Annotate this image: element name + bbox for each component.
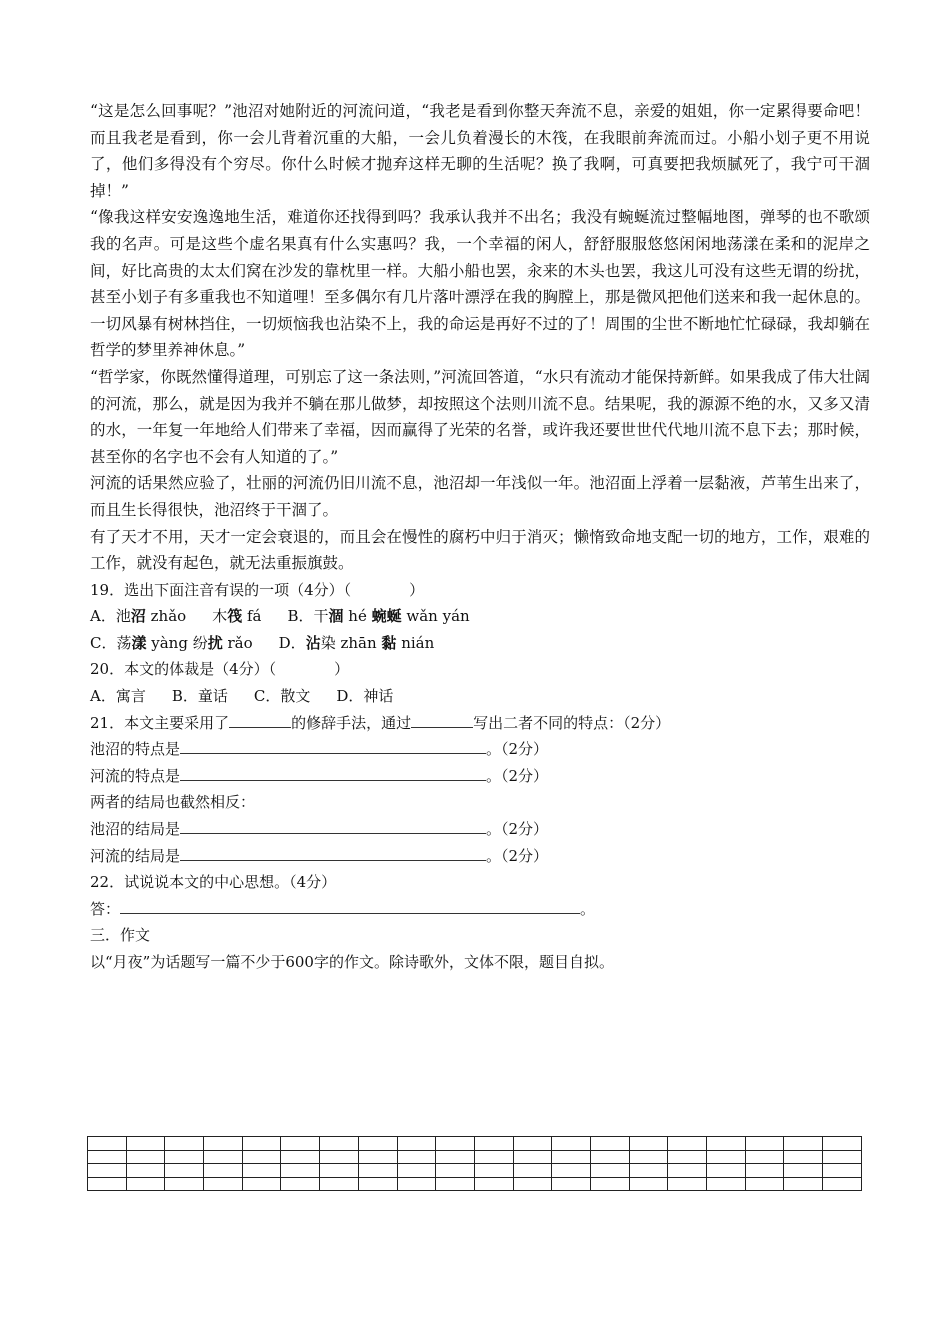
grid-cell[interactable] — [707, 1150, 746, 1164]
grid-cell[interactable] — [668, 1150, 707, 1164]
q19-opt-b-pinyin1: hé — [343, 607, 372, 626]
q21-river-trait-blank[interactable] — [180, 766, 486, 781]
q19-opt-d-char2: 黏 — [381, 633, 397, 652]
q20-options — [90, 683, 870, 710]
passage-paragraph-4: 河流的话果然应验了，壮丽的河流仍旧川流不息，池沼却一年浅似一年。池沼面上浮着一层黏液，芦苇生出来了，而且生长得很快，池沼终于干涸了。 — [90, 474, 870, 519]
grid-cell[interactable] — [204, 1137, 243, 1151]
question-21 — [90, 710, 870, 737]
grid-cell[interactable] — [281, 1164, 320, 1178]
grid-cell[interactable] — [320, 1150, 359, 1164]
grid-cell[interactable] — [513, 1150, 552, 1164]
grid-cell[interactable] — [436, 1137, 475, 1151]
q19-opt-b-char2: 蜿蜒 — [371, 607, 402, 626]
grid-cell[interactable] — [629, 1137, 668, 1151]
grid-cell[interactable] — [88, 1150, 127, 1164]
grid-cell[interactable] — [126, 1177, 165, 1191]
q19-opt-d-pinyin2: nián — [396, 633, 435, 652]
q19-opt-b-prefix: B．干 — [287, 607, 329, 626]
q19-opt-d-prefix: D． — [278, 633, 306, 652]
q19-opt-a-pinyin2: fá — [242, 607, 262, 626]
passage-paragraph-2: “像我这样安安逸逸地生活，难道你还找得到吗？我承认我并不出名；我没有蜿蜒流过整幅地图，弹琴的也不歌颂我的名声。可是这些个虚名果真有什么实惠吗？我，一个幸福的闲人，舒舒服服悠悠闲闲地荡漾在柔和的泥岸之间，好比高贵的太太们窝在沙发的靠枕里一样。大船小船也罢，汆来的木头也罢，我这儿可没有这些无谓的纷扰，甚至小划子有多重我也不知道哩！至多偶尔有几片落叶漂浮在我的胸膛上，那是微风把他们送来和我一起休息的。一切风暴有树林挡住，一切烦恼我也沾染不上，我的命运是再好不过的了！周围的尘世不断地忙忙碌碌，我却躺在哲学的梦里养神休息。” — [90, 208, 870, 360]
q21-pond-trait-suffix: 。（2分） — [486, 740, 549, 759]
grid-row — [88, 1150, 862, 1164]
q19-options-cd — [90, 630, 870, 657]
grid-cell[interactable] — [745, 1137, 784, 1151]
grid-cell[interactable] — [745, 1164, 784, 1178]
grid-cell[interactable] — [745, 1150, 784, 1164]
grid-cell[interactable] — [474, 1150, 513, 1164]
q21-pond-end-suffix: 。（2分） — [486, 820, 549, 839]
q21-river-end-blank[interactable] — [180, 846, 486, 861]
q19-options-ab — [90, 603, 870, 630]
grid-cell[interactable] — [165, 1150, 204, 1164]
grid-cell[interactable] — [552, 1137, 591, 1151]
grid-cell[interactable] — [668, 1177, 707, 1191]
q21-stem-c: 写出二者不同的特点：（2分） — [473, 713, 671, 732]
grid-cell[interactable] — [745, 1177, 784, 1191]
q20-option-d: D．神话 — [336, 687, 394, 706]
section-3-heading: 三．作文 — [90, 926, 151, 945]
grid-cell[interactable] — [707, 1137, 746, 1151]
grid-cell[interactable] — [513, 1164, 552, 1178]
q21-blank-rhetoric[interactable] — [229, 713, 291, 728]
q21-pond-trait-blank[interactable] — [180, 739, 486, 754]
grid-cell[interactable] — [242, 1177, 281, 1191]
question-22: 22．试说说本文的中心思想。（4分） — [90, 873, 337, 892]
grid-cell[interactable] — [668, 1164, 707, 1178]
q20-option-a: A．寓言 — [90, 687, 146, 706]
grid-cell[interactable] — [204, 1164, 243, 1178]
grid-cell[interactable] — [552, 1164, 591, 1178]
q19-opt-b-char1: 涸 — [328, 607, 344, 626]
q21-contrast: 两者的结局也截然相反： — [90, 793, 256, 812]
grid-cell[interactable] — [590, 1150, 629, 1164]
q19-opt-a-pinyin1: zhǎo — [145, 607, 187, 626]
grid-cell[interactable] — [165, 1177, 204, 1191]
grid-cell[interactable] — [784, 1137, 823, 1151]
q19-opt-b-pinyin2: wǎn yán — [401, 607, 470, 626]
q22-answer — [90, 896, 870, 923]
grid-cell[interactable] — [242, 1137, 281, 1151]
question-19 — [90, 577, 870, 604]
q19-opt-c-char1: 漾 — [131, 633, 147, 652]
grid-cell[interactable] — [165, 1164, 204, 1178]
grid-cell[interactable] — [281, 1177, 320, 1191]
passage-paragraph-3: “哲学家，你既然懂得道理，可别忘了这一条法则，”河流回答道，“水只有流动才能保持新鲜。如果我成了伟大壮阔的河流，那么，就是因为我并不躺在那儿做梦，却按照这个法则川流不息。结果呢，我的源源不绝的水，又多又清的水，一年复一年地给人们带来了幸福，因而赢得了光荣的名誉，或许我还要世世代代地川流不息下去；那时候，甚至你的名字也不会有人知道的了。” — [90, 367, 870, 466]
grid-cell[interactable] — [552, 1150, 591, 1164]
q21-pond-trait — [90, 736, 870, 763]
q22-answer-label: 答： — [90, 899, 121, 918]
composition-prompt: 以“月夜”为话题写一篇不少于600字的作文。除诗歌外，文体不限，题目自拟。 — [90, 953, 614, 971]
grid-cell[interactable] — [823, 1177, 862, 1191]
q19-opt-d-char1: 沾 — [305, 633, 321, 652]
grid-cell[interactable] — [126, 1137, 165, 1151]
grid-cell[interactable] — [358, 1177, 397, 1191]
grid-cell[interactable] — [707, 1164, 746, 1178]
q21-blank-method[interactable] — [411, 713, 473, 728]
grid-cell[interactable] — [281, 1150, 320, 1164]
grid-cell[interactable] — [668, 1137, 707, 1151]
grid-cell[interactable] — [823, 1137, 862, 1151]
grid-row — [88, 1164, 862, 1178]
grid-cell[interactable] — [126, 1164, 165, 1178]
q19-opt-c-pinyin1: yàng 纷 — [146, 633, 208, 652]
q19-opt-c-pinyin2: rǎo — [222, 633, 253, 652]
q19-opt-a-prefix: A．池 — [90, 607, 131, 626]
q21-pond-end — [90, 816, 870, 843]
grid-cell[interactable] — [707, 1177, 746, 1191]
grid-cell[interactable] — [474, 1177, 513, 1191]
grid-cell[interactable] — [397, 1137, 436, 1151]
q21-pond-trait-label: 池沼的特点是 — [90, 740, 181, 759]
grid-cell[interactable] — [397, 1150, 436, 1164]
q19-opt-a-text2: 木 — [212, 607, 228, 626]
q21-pond-end-blank[interactable] — [180, 819, 486, 834]
grid-cell[interactable] — [513, 1137, 552, 1151]
grid-cell[interactable] — [320, 1177, 359, 1191]
grid-cell[interactable] — [590, 1137, 629, 1151]
grid-cell[interactable] — [204, 1177, 243, 1191]
grid-cell[interactable] — [397, 1177, 436, 1191]
grid-cell[interactable] — [436, 1177, 475, 1191]
q21-river-trait — [90, 763, 870, 790]
q20-stem: 20．本文的体裁是（4分）（ — [90, 660, 277, 679]
q21-river-end — [90, 843, 870, 870]
grid-cell[interactable] — [474, 1164, 513, 1178]
q21-stem-b: 的修辞手法，通过 — [291, 713, 412, 732]
q19-opt-a-char2: 筏 — [227, 607, 243, 626]
grid-cell[interactable] — [88, 1164, 127, 1178]
composition-grid — [87, 1136, 862, 1191]
grid-row — [88, 1137, 862, 1151]
grid-cell[interactable] — [629, 1177, 668, 1191]
q19-stem: 19．选出下面注音有误的一项（4分）（ — [90, 580, 352, 599]
q21-river-trait-suffix: 。（2分） — [486, 766, 549, 785]
grid-cell[interactable] — [281, 1137, 320, 1151]
grid-cell[interactable] — [552, 1177, 591, 1191]
grid-cell[interactable] — [784, 1164, 823, 1178]
q20-option-b: B．童话 — [171, 687, 228, 706]
grid-cell[interactable] — [590, 1177, 629, 1191]
grid-cell[interactable] — [823, 1164, 862, 1178]
grid-cell[interactable] — [629, 1150, 668, 1164]
grid-cell[interactable] — [513, 1177, 552, 1191]
q22-answer-end: 。 — [580, 899, 596, 918]
q20-option-c: C．散文 — [253, 687, 311, 706]
grid-cell[interactable] — [358, 1164, 397, 1178]
passage-paragraph-5: 有了天才不用，天才一定会衰退的，而且会在慢性的腐朽中归于消灭；懒惰致命地支配一切的地方，工作，艰难的工作，就没有起色，就无法重振旗鼓。 — [90, 527, 870, 573]
q20-paren-close: ） — [334, 660, 350, 679]
grid-cell[interactable] — [242, 1150, 281, 1164]
exam-page — [90, 98, 870, 976]
q21-river-trait-label: 河流的特点是 — [90, 766, 181, 785]
grid-cell[interactable] — [88, 1137, 127, 1151]
grid-cell[interactable] — [784, 1177, 823, 1191]
q19-opt-c-prefix: C．荡 — [90, 633, 132, 652]
q21-river-end-label: 河流的结局是 — [90, 846, 181, 865]
q21-river-end-suffix: 。（2分） — [486, 846, 549, 865]
grid-cell[interactable] — [397, 1164, 436, 1178]
question-20 — [90, 656, 870, 683]
grid-cell[interactable] — [436, 1164, 475, 1178]
q21-pond-end-label: 池沼的结局是 — [90, 820, 181, 839]
q22-answer-blank[interactable] — [120, 899, 580, 914]
q19-opt-a-char1: 沼 — [130, 607, 146, 626]
q19-paren-close: ） — [409, 580, 425, 599]
grid-cell[interactable] — [242, 1164, 281, 1178]
grid-cell[interactable] — [358, 1150, 397, 1164]
grid-cell[interactable] — [358, 1137, 397, 1151]
grid-cell[interactable] — [320, 1137, 359, 1151]
passage-paragraph-1: “这是怎么回事呢？”池沼对她附近的河流问道，“我老是看到你整天奔流不息，亲爱的姐姐，你一定累得要命吧！而且我老是看到，你一会儿背着沉重的大船，一会儿负着漫长的木筏，在我眼前奔流而过。小船小划子更不用说了，他们多得没有个穷尽。你什么时候才抛弃这样无聊的生活呢？换了我啊，可真要把我烦腻死了，我宁可干涸掉！” — [90, 102, 870, 200]
q21-stem-a: 21．本文主要采用了 — [90, 713, 230, 732]
grid-cell[interactable] — [88, 1177, 127, 1191]
grid-cell[interactable] — [784, 1150, 823, 1164]
grid-cell[interactable] — [629, 1164, 668, 1178]
grid-cell[interactable] — [436, 1150, 475, 1164]
grid-cell[interactable] — [320, 1164, 359, 1178]
grid-row — [88, 1177, 862, 1191]
q19-opt-c-char2: 扰 — [207, 633, 223, 652]
grid-cell[interactable] — [126, 1150, 165, 1164]
grid-cell[interactable] — [474, 1137, 513, 1151]
grid-cell[interactable] — [823, 1150, 862, 1164]
grid-cell[interactable] — [590, 1164, 629, 1178]
grid-cell[interactable] — [165, 1137, 204, 1151]
grid-cell[interactable] — [204, 1150, 243, 1164]
q19-opt-d-pinyin1: 染 zhān — [320, 633, 382, 652]
